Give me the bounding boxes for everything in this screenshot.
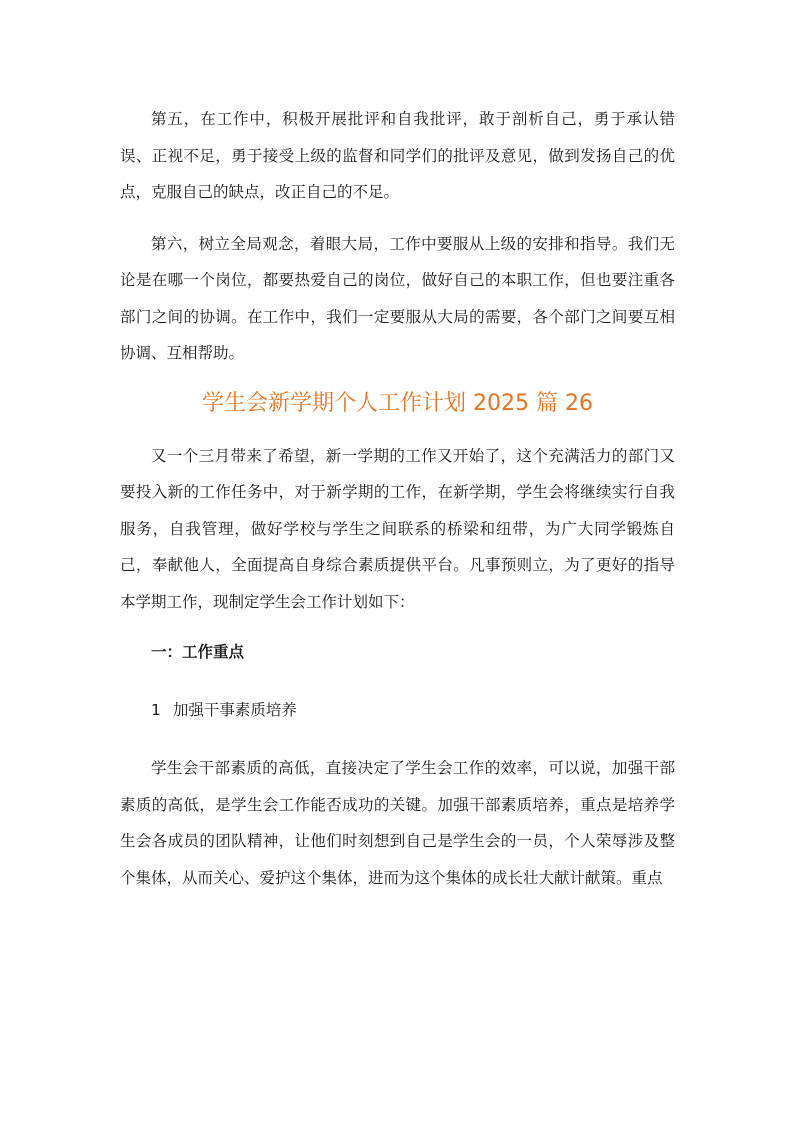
paragraph-intro: 又一个三月带来了希望，新一学期的工作又开始了，这个充满活力的部门又要投入新的工作任务中，对于新学期的工作，在新学期，学生会将继续实行自我服务，自我管理，做好学校与学生之间联系的桥梁和纽带，为广大同学锻炼自己，奉献他人，全面提高自身综合素质提供平台。凡事预则立，为了更好的指导本学期工作，现制定学生会工作计划如下： (120, 446, 675, 611)
subsection-label: 加强干事素质培养 (172, 701, 297, 719)
section-heading-work-focus: 一：工作重点 (151, 643, 245, 661)
subsection-heading (120, 692, 675, 728)
section-title: 学生会新学期个人工作计划 2025 篇 26 (202, 390, 593, 416)
paragraph-sixth: 第六，树立全局观念，着眼大局，工作中要服从上级的安排和指导。我们无论是在哪一个岗位，都要热爱自己的岗位，做好自己的本职工作，但也要注重各部门之间的协调。在工作中，我们一定要服从大局的需要，各个部门之间要互相协调、互相帮助。 (120, 234, 675, 362)
subsection-number: 1 (151, 701, 161, 719)
paragraph-fifth: 第五，在工作中，积极开展批评和自我批评，敢于剖析自己，勇于承认错误、正视不足，勇于接受上级的监督和同学们的批评及意见，做到发扬自己的优点，克服自己的缺点，改正自己的不足。 (120, 110, 675, 201)
paragraph-body: 学生会干部素质的高低，直接决定了学生会工作的效率，可以说，加强干部素质的高低，是学生会工作能否成功的关键。加强干部素质培养，重点是培养学生会各成员的团队精神，让他们时刻想到自己是学生会的一员，个人荣辱涉及整个集体，从而关心、爱护这个集体，进而为这个集体的成长壮大献计献策。重点 (120, 759, 675, 887)
document-content (120, 101, 675, 896)
